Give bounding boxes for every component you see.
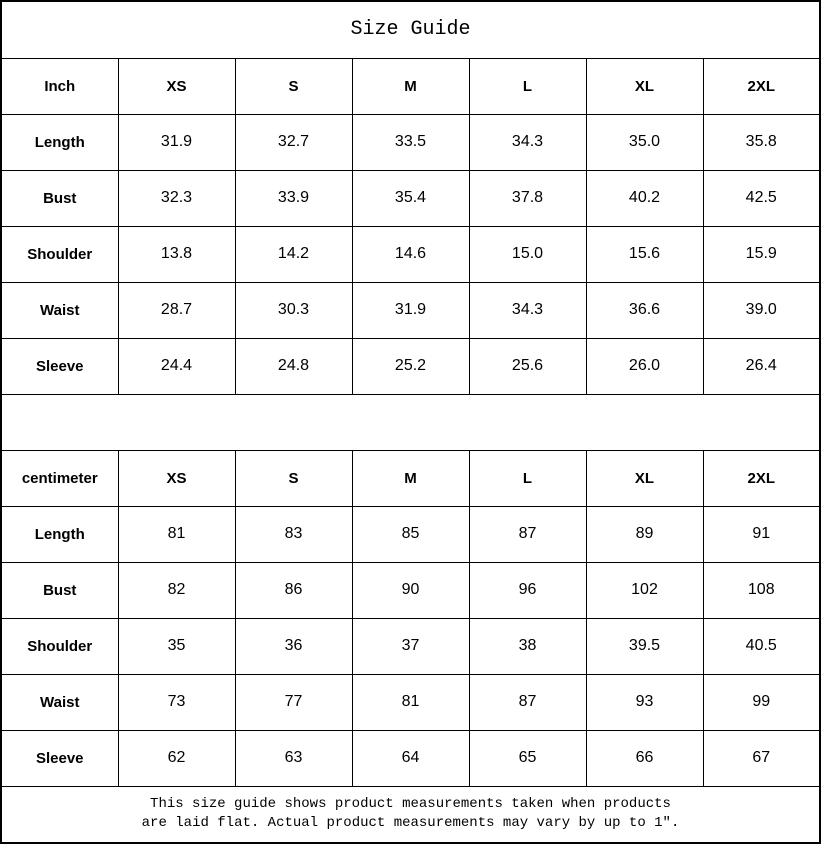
cell-value: 26.4 bbox=[703, 338, 820, 394]
cell-value: 81 bbox=[352, 674, 469, 730]
inch-row-waist bbox=[1, 282, 820, 338]
page-title: Size Guide bbox=[1, 1, 820, 58]
row-label: Shoulder bbox=[1, 618, 118, 674]
cell-value: 15.0 bbox=[469, 226, 586, 282]
row-label: Bust bbox=[1, 170, 118, 226]
footer-note-line-1: This size guide shows product measurements taken when products bbox=[150, 796, 671, 813]
inch-size-header-s: S bbox=[235, 58, 352, 114]
cell-value: 85 bbox=[352, 506, 469, 562]
cell-value: 24.4 bbox=[118, 338, 235, 394]
cell-value: 81 bbox=[118, 506, 235, 562]
inch-row-length bbox=[1, 114, 820, 170]
row-label: Length bbox=[1, 114, 118, 170]
cell-value: 66 bbox=[586, 730, 703, 786]
footer-row bbox=[1, 786, 820, 843]
cell-value: 36.6 bbox=[586, 282, 703, 338]
cell-value: 90 bbox=[352, 562, 469, 618]
spacer-row bbox=[1, 394, 820, 450]
inch-row-sleeve bbox=[1, 338, 820, 394]
row-label: Waist bbox=[1, 282, 118, 338]
cm-row-waist bbox=[1, 674, 820, 730]
cell-value: 15.9 bbox=[703, 226, 820, 282]
cell-value: 34.3 bbox=[469, 114, 586, 170]
row-label: Sleeve bbox=[1, 730, 118, 786]
cell-value: 32.7 bbox=[235, 114, 352, 170]
cell-value: 13.8 bbox=[118, 226, 235, 282]
cell-value: 87 bbox=[469, 506, 586, 562]
cell-value: 35 bbox=[118, 618, 235, 674]
cell-value: 40.2 bbox=[586, 170, 703, 226]
cell-value: 62 bbox=[118, 730, 235, 786]
inch-unit-header: Inch bbox=[1, 58, 118, 114]
cm-size-header-xs: XS bbox=[118, 450, 235, 506]
cell-value: 40.5 bbox=[703, 618, 820, 674]
footer-note-line-2: are laid flat. Actual product measurements may vary by up to 1″. bbox=[141, 815, 680, 832]
inch-header-row bbox=[1, 58, 820, 114]
cell-value: 28.7 bbox=[118, 282, 235, 338]
cell-value: 37 bbox=[352, 618, 469, 674]
cell-value: 91 bbox=[703, 506, 820, 562]
cell-value: 35.0 bbox=[586, 114, 703, 170]
cm-size-header-xl: XL bbox=[586, 450, 703, 506]
cm-row-shoulder bbox=[1, 618, 820, 674]
cell-value: 83 bbox=[235, 506, 352, 562]
inch-size-header-m: M bbox=[352, 58, 469, 114]
cell-value: 82 bbox=[118, 562, 235, 618]
cm-size-header-2xl: 2XL bbox=[703, 450, 820, 506]
cell-value: 96 bbox=[469, 562, 586, 618]
inch-row-shoulder bbox=[1, 226, 820, 282]
inch-size-header-xl: XL bbox=[586, 58, 703, 114]
cm-row-sleeve bbox=[1, 730, 820, 786]
cell-value: 31.9 bbox=[352, 282, 469, 338]
cell-value: 14.2 bbox=[235, 226, 352, 282]
row-label: Length bbox=[1, 506, 118, 562]
cell-value: 102 bbox=[586, 562, 703, 618]
cell-value: 67 bbox=[703, 730, 820, 786]
cm-header-row bbox=[1, 450, 820, 506]
row-label: Sleeve bbox=[1, 338, 118, 394]
cm-size-header-m: M bbox=[352, 450, 469, 506]
cell-value: 14.6 bbox=[352, 226, 469, 282]
cm-unit-header: centimeter bbox=[1, 450, 118, 506]
cell-value: 32.3 bbox=[118, 170, 235, 226]
cm-row-length bbox=[1, 506, 820, 562]
cell-value: 64 bbox=[352, 730, 469, 786]
cell-value: 42.5 bbox=[703, 170, 820, 226]
cell-value: 25.2 bbox=[352, 338, 469, 394]
cell-value: 35.8 bbox=[703, 114, 820, 170]
inch-row-bust bbox=[1, 170, 820, 226]
cell-value: 31.9 bbox=[118, 114, 235, 170]
cell-value: 89 bbox=[586, 506, 703, 562]
cell-value: 86 bbox=[235, 562, 352, 618]
cell-value: 39.0 bbox=[703, 282, 820, 338]
cell-value: 77 bbox=[235, 674, 352, 730]
cell-value: 39.5 bbox=[586, 618, 703, 674]
cell-value: 26.0 bbox=[586, 338, 703, 394]
cell-value: 108 bbox=[703, 562, 820, 618]
cell-value: 34.3 bbox=[469, 282, 586, 338]
cm-size-header-l: L bbox=[469, 450, 586, 506]
cm-size-header-s: S bbox=[235, 450, 352, 506]
cell-value: 37.8 bbox=[469, 170, 586, 226]
cell-value: 73 bbox=[118, 674, 235, 730]
cell-value: 30.3 bbox=[235, 282, 352, 338]
footer-note bbox=[1, 786, 820, 843]
inch-size-header-l: L bbox=[469, 58, 586, 114]
row-label: Shoulder bbox=[1, 226, 118, 282]
cell-value: 25.6 bbox=[469, 338, 586, 394]
cell-value: 36 bbox=[235, 618, 352, 674]
cell-value: 33.9 bbox=[235, 170, 352, 226]
cell-value: 38 bbox=[469, 618, 586, 674]
row-label: Waist bbox=[1, 674, 118, 730]
inch-size-header-2xl: 2XL bbox=[703, 58, 820, 114]
cell-value: 65 bbox=[469, 730, 586, 786]
cell-value: 24.8 bbox=[235, 338, 352, 394]
cell-value: 63 bbox=[235, 730, 352, 786]
cell-value: 33.5 bbox=[352, 114, 469, 170]
table-spacer bbox=[1, 394, 820, 450]
cell-value: 93 bbox=[586, 674, 703, 730]
row-label: Bust bbox=[1, 562, 118, 618]
cell-value: 15.6 bbox=[586, 226, 703, 282]
cell-value: 35.4 bbox=[352, 170, 469, 226]
cell-value: 99 bbox=[703, 674, 820, 730]
cell-value: 87 bbox=[469, 674, 586, 730]
title-row bbox=[1, 1, 820, 58]
inch-size-header-xs: XS bbox=[118, 58, 235, 114]
cm-row-bust bbox=[1, 562, 820, 618]
